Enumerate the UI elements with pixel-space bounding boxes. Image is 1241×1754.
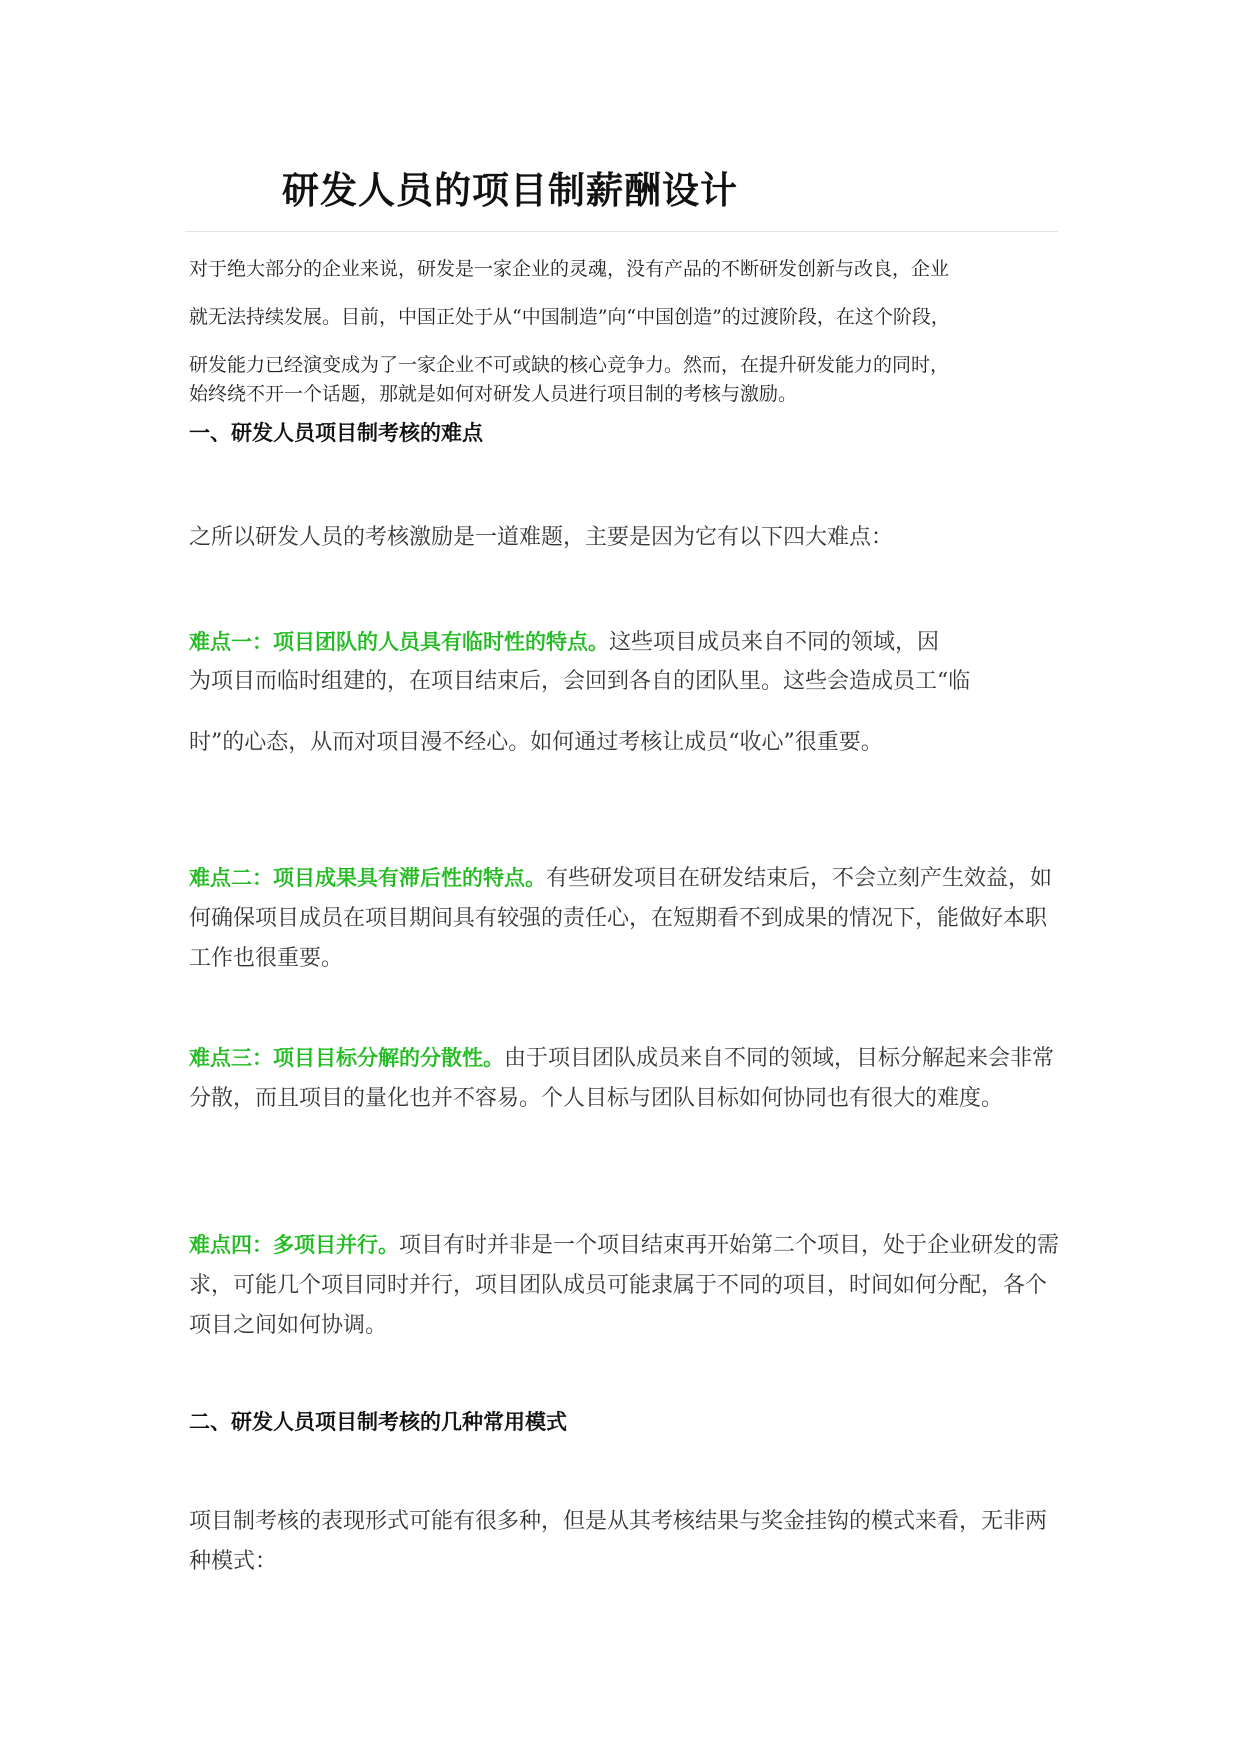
page-title: 研发人员的项目制薪酬设计 xyxy=(282,168,738,212)
section-lead-paragraph: 之所以研发人员的考核激励是一道难题，主要是因为它有以下四大难点： xyxy=(189,525,894,550)
difficulty-line: 为项目而临时组建的，在项目结束后，会回到各自的团队里。这些会造成员工“临 xyxy=(189,669,971,694)
difficulty-label: 难点四：多项目并行。 xyxy=(189,1233,399,1257)
title-divider xyxy=(185,231,1058,232)
difficulty-text: 由于项目团队成员来自不同的领域，目标分解起来会非常分散，而且项目的量化也并不容易。个人目标与团队目标如何协同也有很大的难度。 xyxy=(189,1046,1055,1111)
modes-paragraph: 项目制考核的表现形式可能有很多种，但是从其考核结果与奖金挂钩的模式来看，无非两种模式： xyxy=(189,1509,1048,1574)
difficulty-paragraph-3 xyxy=(189,1038,1061,1119)
intro-line: 就无法持续发展。目前，中国正处于从“中国制造”向“中国创造”的过渡阶段，在这个阶段， xyxy=(189,306,950,328)
difficulty-paragraph-2 xyxy=(189,858,1061,979)
intro-line: 对于绝大部分的企业来说，研发是一家企业的灵魂，没有产品的不断研发创新与改良，企业 xyxy=(189,258,950,280)
difficulty-paragraph-4 xyxy=(189,1225,1061,1346)
difficulty-line xyxy=(189,622,1061,662)
difficulty-text: 有些研发项目在研发结束后，不会立刻产生效益，如何确保项目成员在项目期间具有较强的责任心，在短期看不到成果的情况下，能做好本职工作也很重要。 xyxy=(189,866,1053,971)
section-heading-modes: 二、研发人员项目制考核的几种常用模式 xyxy=(189,1409,567,1434)
difficulty-label: 难点三：项目目标分解的分散性。 xyxy=(189,1046,504,1070)
intro-line: 研发能力已经演变成为了一家企业不可或缺的核心竞争力。然而，在提升研发能力的同时， xyxy=(189,354,950,376)
intro-paragraph xyxy=(189,254,1061,408)
difficulty-paragraph-1 xyxy=(189,622,1061,763)
difficulty-text: 项目有时并非是一个项目结束再开始第二个项目，处于企业研发的需求，可能几个项目同时并行，项目团队成员可能隶属于不同的项目，时间如何分配，各个项目之间如何协调。 xyxy=(189,1233,1060,1338)
section-heading-difficulties: 一、研发人员项目制考核的难点 xyxy=(189,420,483,445)
intro-line: 始终绕不开一个话题，那就是如何对研发人员进行项目制的考核与激励。 xyxy=(189,383,798,405)
difficulty-line: 时”的心态，从而对项目漫不经心。如何通过考核让成员“收心”很重要。 xyxy=(189,730,883,755)
difficulty-label: 难点一：项目团队的人员具有临时性的特点。 xyxy=(189,630,609,654)
difficulty-text: 这些项目成员来自不同的领域，因 xyxy=(609,630,940,655)
difficulty-label: 难点二：项目成果具有滞后性的特点。 xyxy=(189,866,546,890)
